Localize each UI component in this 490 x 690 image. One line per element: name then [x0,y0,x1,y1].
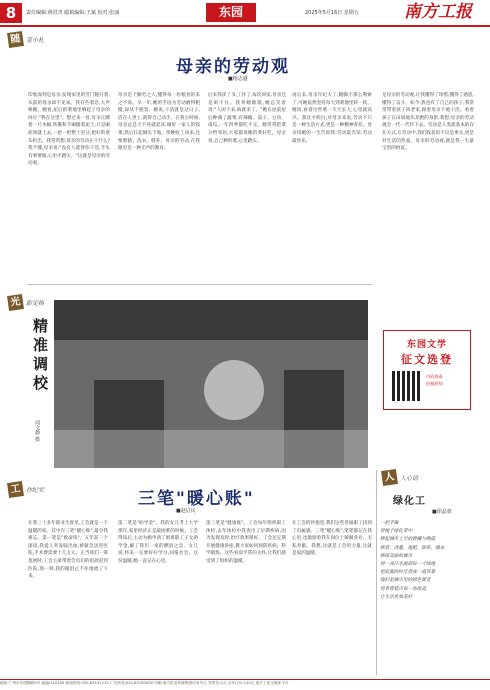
footer-rule [0,679,490,680]
notice-line: 投稿须知 [426,381,443,386]
column-icon: 光 [7,294,24,311]
photo-highlight [204,360,264,420]
column-icon: 随 [7,31,24,48]
article-body-col: 第二笔是"助学金"。我的女儿考上大学那年,家里经济正是最困难的时候。工会得知后,主动为她申请了困难职工子女助学金,解了我们一家的燃眉之急。女儿说,将来一定要好好学习,回报社会。这份温暖,她一直记在心里。 [118,521,198,564]
photo-caption: 精准调校 [31,318,49,394]
poem-line: 穿梭于绿化带中 [380,529,413,535]
newspaper-logo: 南方工报 [404,2,472,22]
article-byline: ■赵启民 [176,508,196,514]
column-label-text: 人心语 [400,475,419,482]
poem-line: 用一身汗水滋润每一寸绿地 [380,562,436,568]
page-header [0,0,490,26]
article-body-col: 印象深刻是母亲,发现家里的劳门随开着,从前的母亲却不见家。我有些着急,大声唤她。她看,屋后的菜地里响起了母亲的回应:"我在这里"。想过来一看,母亲正蹲着一只木桶,铁锹和手刷搬着泥土,只是刷泥到就上去,一把一把整土里分,把好的菜头扔出。我常常想,母亲的劳动在干什么?我不懂,母亲说:"没有人能替你干活,手头有事要做,心里才踏实。"这就是母亲的劳动观。 [28,93,110,167]
notice-box [383,330,471,410]
notice-subtitle: 征文选登 [401,353,453,366]
article-body-col: 是母亲的劳动观,让我懂得了珍惜,懂得了感恩,懂得了奋斗。如今,我也有了自己的孩子,我常常带着孩子回老家,跟着母亲下地干活。看着孩子在田间地头奔跑的身影,我想,母亲的劳动观会一代一代传下去。劳动是人类最基本的存在方式,在劳动中,我们收获的不仅是果实,更是对生活的热爱。母亲的劳动观,就是我一生最宝贵的财富。 [382,93,474,152]
header-rule [0,25,490,27]
poem-body [380,520,480,602]
photo-credit: 周文静 摄 [34,420,40,442]
notice-title: 东园文学 [406,340,447,350]
poem-line: 捧起城市上空的晨曦与晚霞 [380,537,436,543]
article-byline: ■杨志盛 [228,76,248,82]
article-title: 三笔"暖心账" [138,489,255,509]
news-photo [54,300,368,468]
column-icon: 人 [381,469,398,486]
editor-info: 责任编辑:蒋洪青 邮箱编辑:王斌 校对:张丽 [26,10,120,16]
photo-shadow-region [54,300,368,340]
qr-code-icon[interactable] [392,371,422,401]
poem-line: 一把手锯 [380,521,399,526]
column-label-guangying [8,295,44,310]
column-label-text: 笔小札 [26,37,45,44]
column-label-renwen [382,470,418,485]
article-body-col: 在我三十多年职业生涯里,工会就是一个温暖的家。其中有三笔"暖心账",最令我难忘。第一笔是"救命钱"。五年前一个深夜,我爱人突发脑出血,被紧急送进医院,手术费需要十几万元。正当我们一筹莫展时,工会主席带着会员们的捐款赶到医院,那一刻,我的眼泪止不住地流了下来。 [28,521,108,580]
poem-line: 让生活更加美好 [380,594,413,600]
column-label-text: 作纪实 [26,487,45,494]
poem-line: 用青春装点每一条街道 [380,586,426,592]
issue-date: 2025年5月16日 星期五 [305,10,359,16]
article-title: 母亲的劳动观 [176,57,290,77]
column-divider [376,470,377,675]
article-body-col: 在工会的怀抱里,我们这些普通职工找到了归属感。三笔"暖心账",笔笔都记在我心里,也激励着我在岗位上兢兢业业、无私奉献。我想,这就是工会的力量,这就是家的温暖。 [292,521,372,557]
poem-line: 把寂寞的时光剪成一道风景 [380,570,436,576]
article-body-col: 后来我读了书,工作了,每次回家,母亲还是闲不住。我劝她歇歇,她总笑着说:"人闲下来,病就来了。"她在屋前屋后种满了蔬菜,有辣椒、茄子、豆角、南瓜,一年四季都吃不完。她常常把菜分给邻居,大家都说她的菜好吃。母亲说,自己种的菜,心里踏实。 [208,93,286,144]
notice-text [426,373,468,387]
photo-floor [54,430,368,468]
article-body-col: 第三笔是"健康账"。工会每年组织职工体检,去年体检中我查出了早期疾病,因为发现及时,治疗效果很好。工会还定期开展健康讲座,教大家如何预防疾病、科学锻炼。这些看似平常的关怀,让我们感受到了组织的温暖。 [206,521,286,564]
notice-line: 扫码查看 [426,374,443,379]
column-label-gongzuo [8,482,44,497]
poem-author: ■徐晶蓉 [432,509,452,515]
page-number: 8 [0,3,22,23]
section-name: 东园 [206,3,256,22]
page-footer: 地址:广州市东园横路5号 邮编:510100 新闻热线:020-83151212 广告热线:020-83150000 印刷:南方报业传媒集团印务中心 零售价:2元 全年订价:120元 南方工报全媒体平台 [0,681,289,685]
article-body-col: 再后来,母亲年纪大了,腿脚不那么利索了,可她依然坚持每天到菜地里转一转。她说,看着这些菜一天天长大,心里就高兴。我这才明白,对母亲来说,劳动不只是一种生活方式,更是一种精神寄托。母亲用她的一生告诉我:劳动最光荣,劳动最快乐。 [292,93,372,144]
poem-line: 修绿美丽的城市 [380,553,413,559]
column-label-text: 影定格 [26,300,45,307]
article-body-col: 母亲是个勤劳之人,懂得每一粒粮食的来之不易。早一年,她的手因为劳动磨得粗糙,却从不抱怨。她说,干活就是过日子,活在人世上,就得自己动手。在我小时候,母亲总是天不亮就起床,做好一家人的饭菜,然后扛起锄头下地。傍晚收工回来,还要喂猪、洗衣、缝补。母亲的劳动,在我眼里是一种无声的教育。 [118,93,200,152]
column-icon: 工 [7,481,24,498]
poem-line: 他们是城市里的绿色使者 [380,578,431,584]
section-divider [28,284,372,285]
column-label-suibi [8,32,44,47]
poem-line: 修剪、浇灌、施肥、除草、捕虫 [380,545,445,551]
poem-title: 绿化工 [393,496,426,507]
